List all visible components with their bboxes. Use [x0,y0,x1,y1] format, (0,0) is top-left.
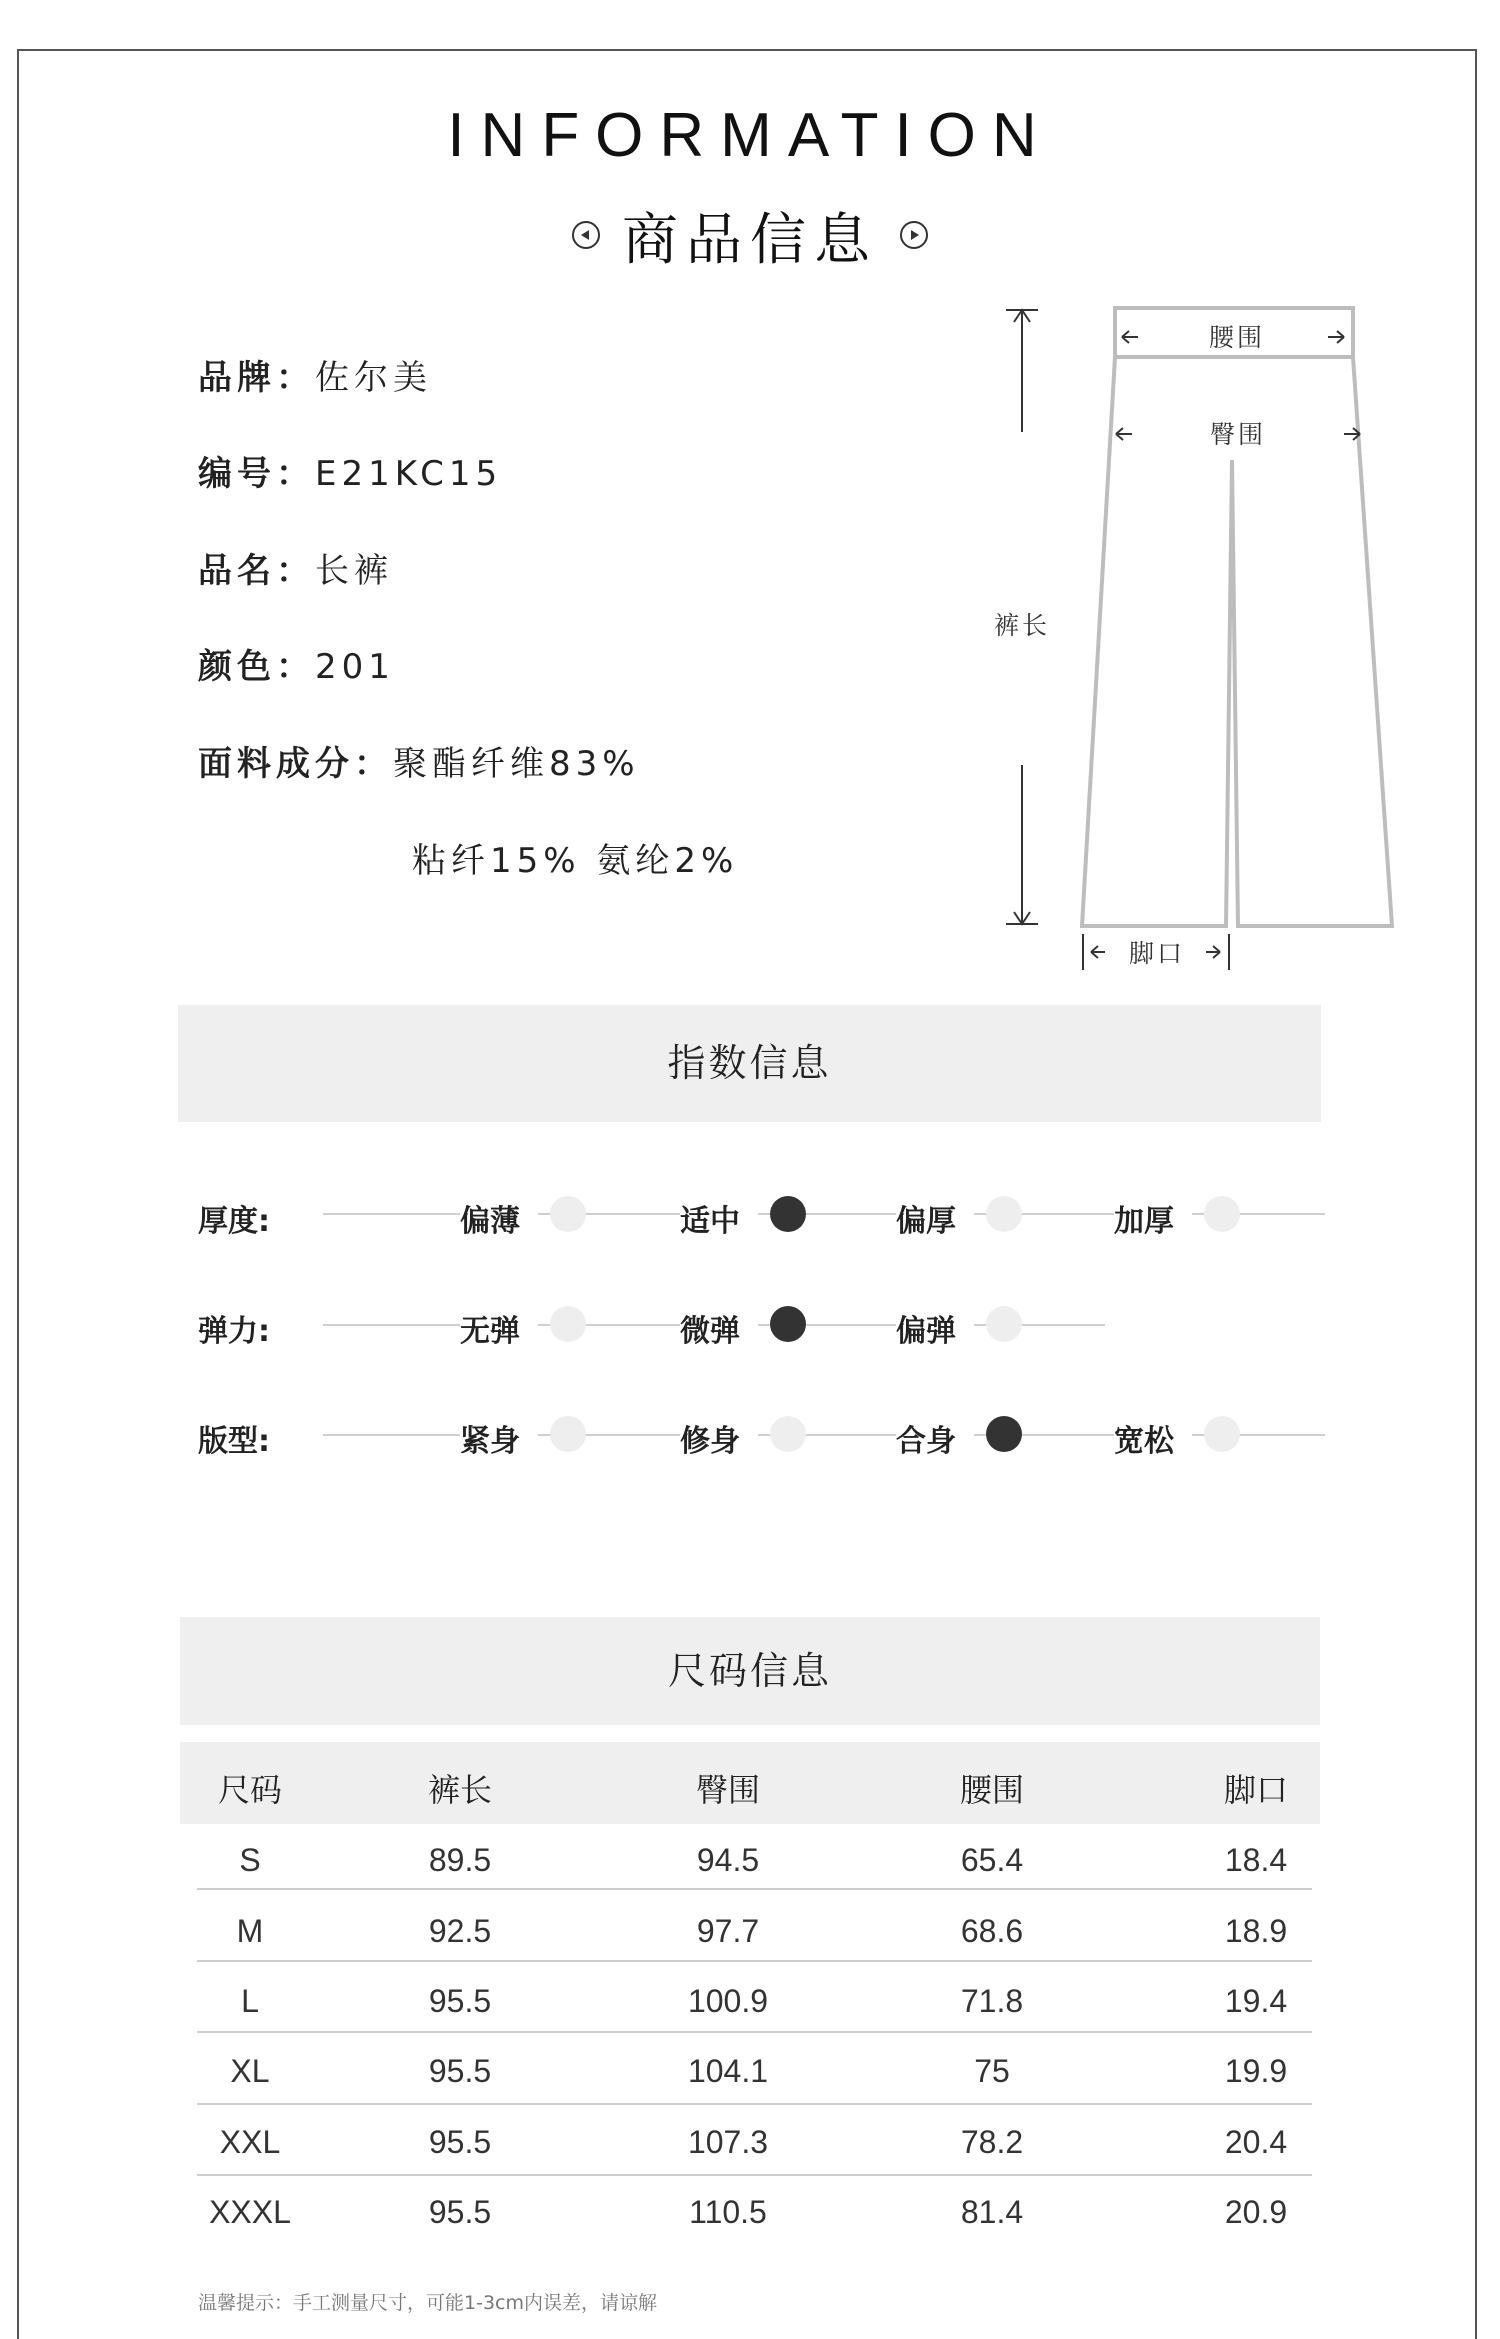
info-code-value: E21KC15 [315,454,503,494]
size-row-xxxl-length: 95.5 [428,2194,492,2230]
size-row-s-waist: 65.4 [960,1842,1024,1878]
option-dot-slim [770,1416,806,1452]
option-fit-tight: 紧身 [460,1416,538,1460]
size-row-xxl-waist: 78.2 [960,2124,1024,2160]
option-elasticity-high: 偏弹 [896,1306,974,1350]
trouser-outline [1082,308,1392,926]
option-dot-loose [1204,1416,1240,1452]
size-row-xxxl-hip: 110.5 [689,2194,767,2230]
info-name-value: 长裤 [315,551,393,591]
size-row-xxxl-hem: 20.9 [1224,2194,1288,2230]
index-label-elasticity: 弹力: [198,1314,270,1349]
measurement-note: 温馨提示：手工测量尺寸，可能1-3cm内误差，请谅解 [198,2292,657,2314]
diagram-hem-label: 脚口 [1128,939,1186,968]
size-row-xxxl-size: XXXL [209,2194,291,2230]
size-row-xxl-length: 95.5 [428,2124,492,2160]
size-row-xxl-hem: 20.4 [1224,2124,1288,2160]
size-row-m-waist: 68.6 [960,1913,1024,1949]
size-row-l-length: 95.5 [428,1983,492,2019]
size-row-xl-hip: 104.1 [687,2053,769,2089]
size-row-s-hip: 94.5 [696,1842,760,1878]
dimension-lines [1006,310,1229,970]
trouser-diagram [0,0,1500,1000]
table-row-divider [197,2031,1312,2033]
index-label-fit: 版型: [198,1424,270,1459]
size-row-xl-waist: 75 [974,2053,1010,2089]
size-row-l-hip: 100.9 [687,1983,769,2019]
index-section-title: 指数信息 [178,1005,1321,1122]
table-row-divider [197,1960,1312,1962]
option-fit-loose: 宽松 [1114,1416,1192,1460]
size-row-xxl-hip: 107.3 [687,2124,769,2160]
size-row-xxl-size: XXL [219,2124,281,2160]
info-color-value: 201 [315,647,395,687]
table-row-divider [197,1888,1312,1890]
option-dot-extra-thick [1204,1196,1240,1232]
option-thickness-thick: 偏厚 [896,1196,974,1240]
title-chinese-text: 商品信息 [622,208,878,273]
size-row-xl-hem: 19.9 [1224,2053,1288,2089]
option-dot-medium-selected [770,1196,806,1232]
size-row-m-length: 92.5 [428,1913,492,1949]
option-dot-tight [550,1416,586,1452]
option-elasticity-none: 无弹 [460,1306,538,1350]
option-dot-regular-selected [986,1416,1022,1452]
size-col-hem: 脚口 [1223,1771,1288,1809]
option-thickness-medium: 适中 [680,1196,758,1240]
diagram-length-label: 裤长 [993,611,1051,640]
size-row-l-hem: 19.4 [1224,1983,1288,2019]
option-elasticity-slight: 微弹 [680,1306,758,1350]
size-row-xl-length: 95.5 [428,2053,492,2089]
index-label-thickness: 厚度: [198,1204,270,1239]
table-row-divider [197,2103,1312,2105]
size-row-xxxl-waist: 81.4 [960,2194,1024,2230]
option-fit-slim: 修身 [680,1416,758,1460]
size-col-size: 尺码 [217,1771,282,1809]
diagram-waist-label: 腰围 [1208,323,1266,352]
info-code-key: 编号： [198,454,315,494]
size-row-m-size: M [236,1913,264,1949]
title-english: INFORMATION [447,101,1053,170]
option-thickness-thin: 偏薄 [460,1196,538,1240]
size-row-xl-size: XL [230,2053,270,2089]
option-dot-thin [550,1196,586,1232]
size-row-s-size: S [239,1842,261,1878]
size-row-l-waist: 71.8 [960,1983,1024,2019]
option-dot-none [550,1306,586,1342]
size-col-length: 裤长 [427,1771,492,1809]
size-row-s-hem: 18.4 [1224,1842,1288,1878]
option-fit-regular: 合身 [896,1416,974,1460]
info-color-key: 颜色： [198,647,315,687]
option-dot-high [986,1306,1022,1342]
info-fabric-key: 面料成分： [198,744,393,784]
info-fabric-value: 聚酯纤维83% [393,744,640,784]
info-brand-value: 佐尔美 [315,358,432,398]
size-col-hip: 臀围 [695,1771,760,1809]
info-name-key: 品名： [198,551,315,591]
info-fabric-line2: 粘纤15% 氨纶2% [412,841,739,881]
option-thickness-extra-thick: 加厚 [1114,1196,1192,1240]
info-brand-key: 品牌： [198,358,315,398]
size-row-m-hip: 97.7 [696,1913,760,1949]
size-row-m-hem: 18.9 [1224,1913,1288,1949]
size-section-title: 尺码信息 [180,1617,1320,1725]
table-row-divider [197,2174,1312,2176]
size-row-l-size: L [241,1983,259,2019]
size-col-waist: 腰围 [959,1771,1024,1809]
diagram-hip-label: 臀围 [1209,420,1267,449]
size-row-s-length: 89.5 [428,1842,492,1878]
option-dot-thick [986,1196,1022,1232]
option-dot-slight-selected [770,1306,806,1342]
